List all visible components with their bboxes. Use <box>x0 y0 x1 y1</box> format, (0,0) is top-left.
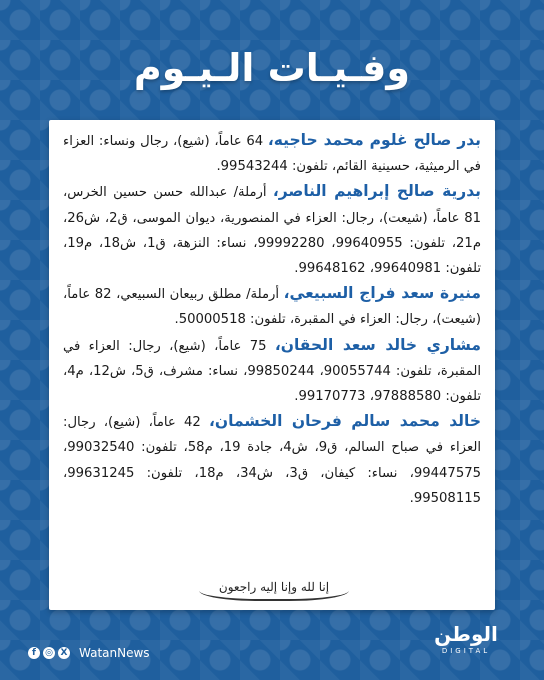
logo-english: DIGITAL <box>441 647 491 655</box>
obituary-entry <box>63 409 481 511</box>
page-title: وفـيـات الـيـوم <box>133 46 411 90</box>
obituary-list <box>63 128 481 511</box>
deceased-name: خالد محمد سالم فرحان الخشمان، <box>209 412 481 431</box>
obituary-entry <box>63 281 481 332</box>
watan-logo <box>428 622 504 660</box>
obituary-entry <box>63 179 481 281</box>
deceased-name: منيرة سعد فراج السبيعي، <box>283 284 481 303</box>
deceased-name: بدر صالح غلوم محمد حاجيه، <box>267 131 481 149</box>
obituary-details: 42 عاماً، (شيع)، رجال: العزاء في صباح السالم، ق9، ش4، جادة 19، م58، تلفون: 99032540، 99447575، نساء: كيفان، ق3، ش34، م18، تلفون: 99631245، 99508115. <box>63 415 482 506</box>
obituaries-card <box>49 120 495 610</box>
facebook-icon[interactable]: f <box>28 647 40 659</box>
obituary-details: أرملة/ عبدالله حسن حسين الخرس، 81 عاماً، (شيعت)، رجال: العزاء في المنصورية، ديوان الموسى، ق2، ش26، م21، تلفون: 99640955، 99992280، نساء: النزهة، ق1، ش18، م19، تلفون: 99640981، 99648162. <box>63 185 482 277</box>
instagram-icon[interactable]: ◎ <box>43 647 55 659</box>
x-icon[interactable]: X <box>58 647 70 659</box>
calligraphy-signature: إنا لله وإنا إليه راجعون <box>199 575 349 601</box>
obituary-entry <box>63 128 481 179</box>
obituary-entry <box>63 333 481 410</box>
logo-arabic: الوطن <box>434 622 498 646</box>
deceased-name: مشاري خالد سعد الحقان، <box>274 335 481 354</box>
obituary-details: 64 عاماً، (شيع)، رجال ونساء: العزاء في الرميثية، حسينية القائم، تلفون: 99543244. <box>63 134 481 175</box>
social-handle[interactable]: WatanNews <box>79 646 150 660</box>
deceased-name: بدرية صالح إبراهيم الناصر، <box>272 182 481 201</box>
social-footer <box>28 645 150 661</box>
obituary-details: 75 عاماً، (شيع)، رجال: العزاء في المقبرة، تلفون: 90055744، 99850244، نساء: مشرف، ق5، ش12، م4، تلفون: 97888580، 99170773. <box>63 338 481 405</box>
obituary-details: أرملة/ مطلق ربيعان السبيعي، 82 عاماً، (شيعت)، رجال: العزاء في المقبرة، تلفون: 50000518. <box>63 287 481 328</box>
